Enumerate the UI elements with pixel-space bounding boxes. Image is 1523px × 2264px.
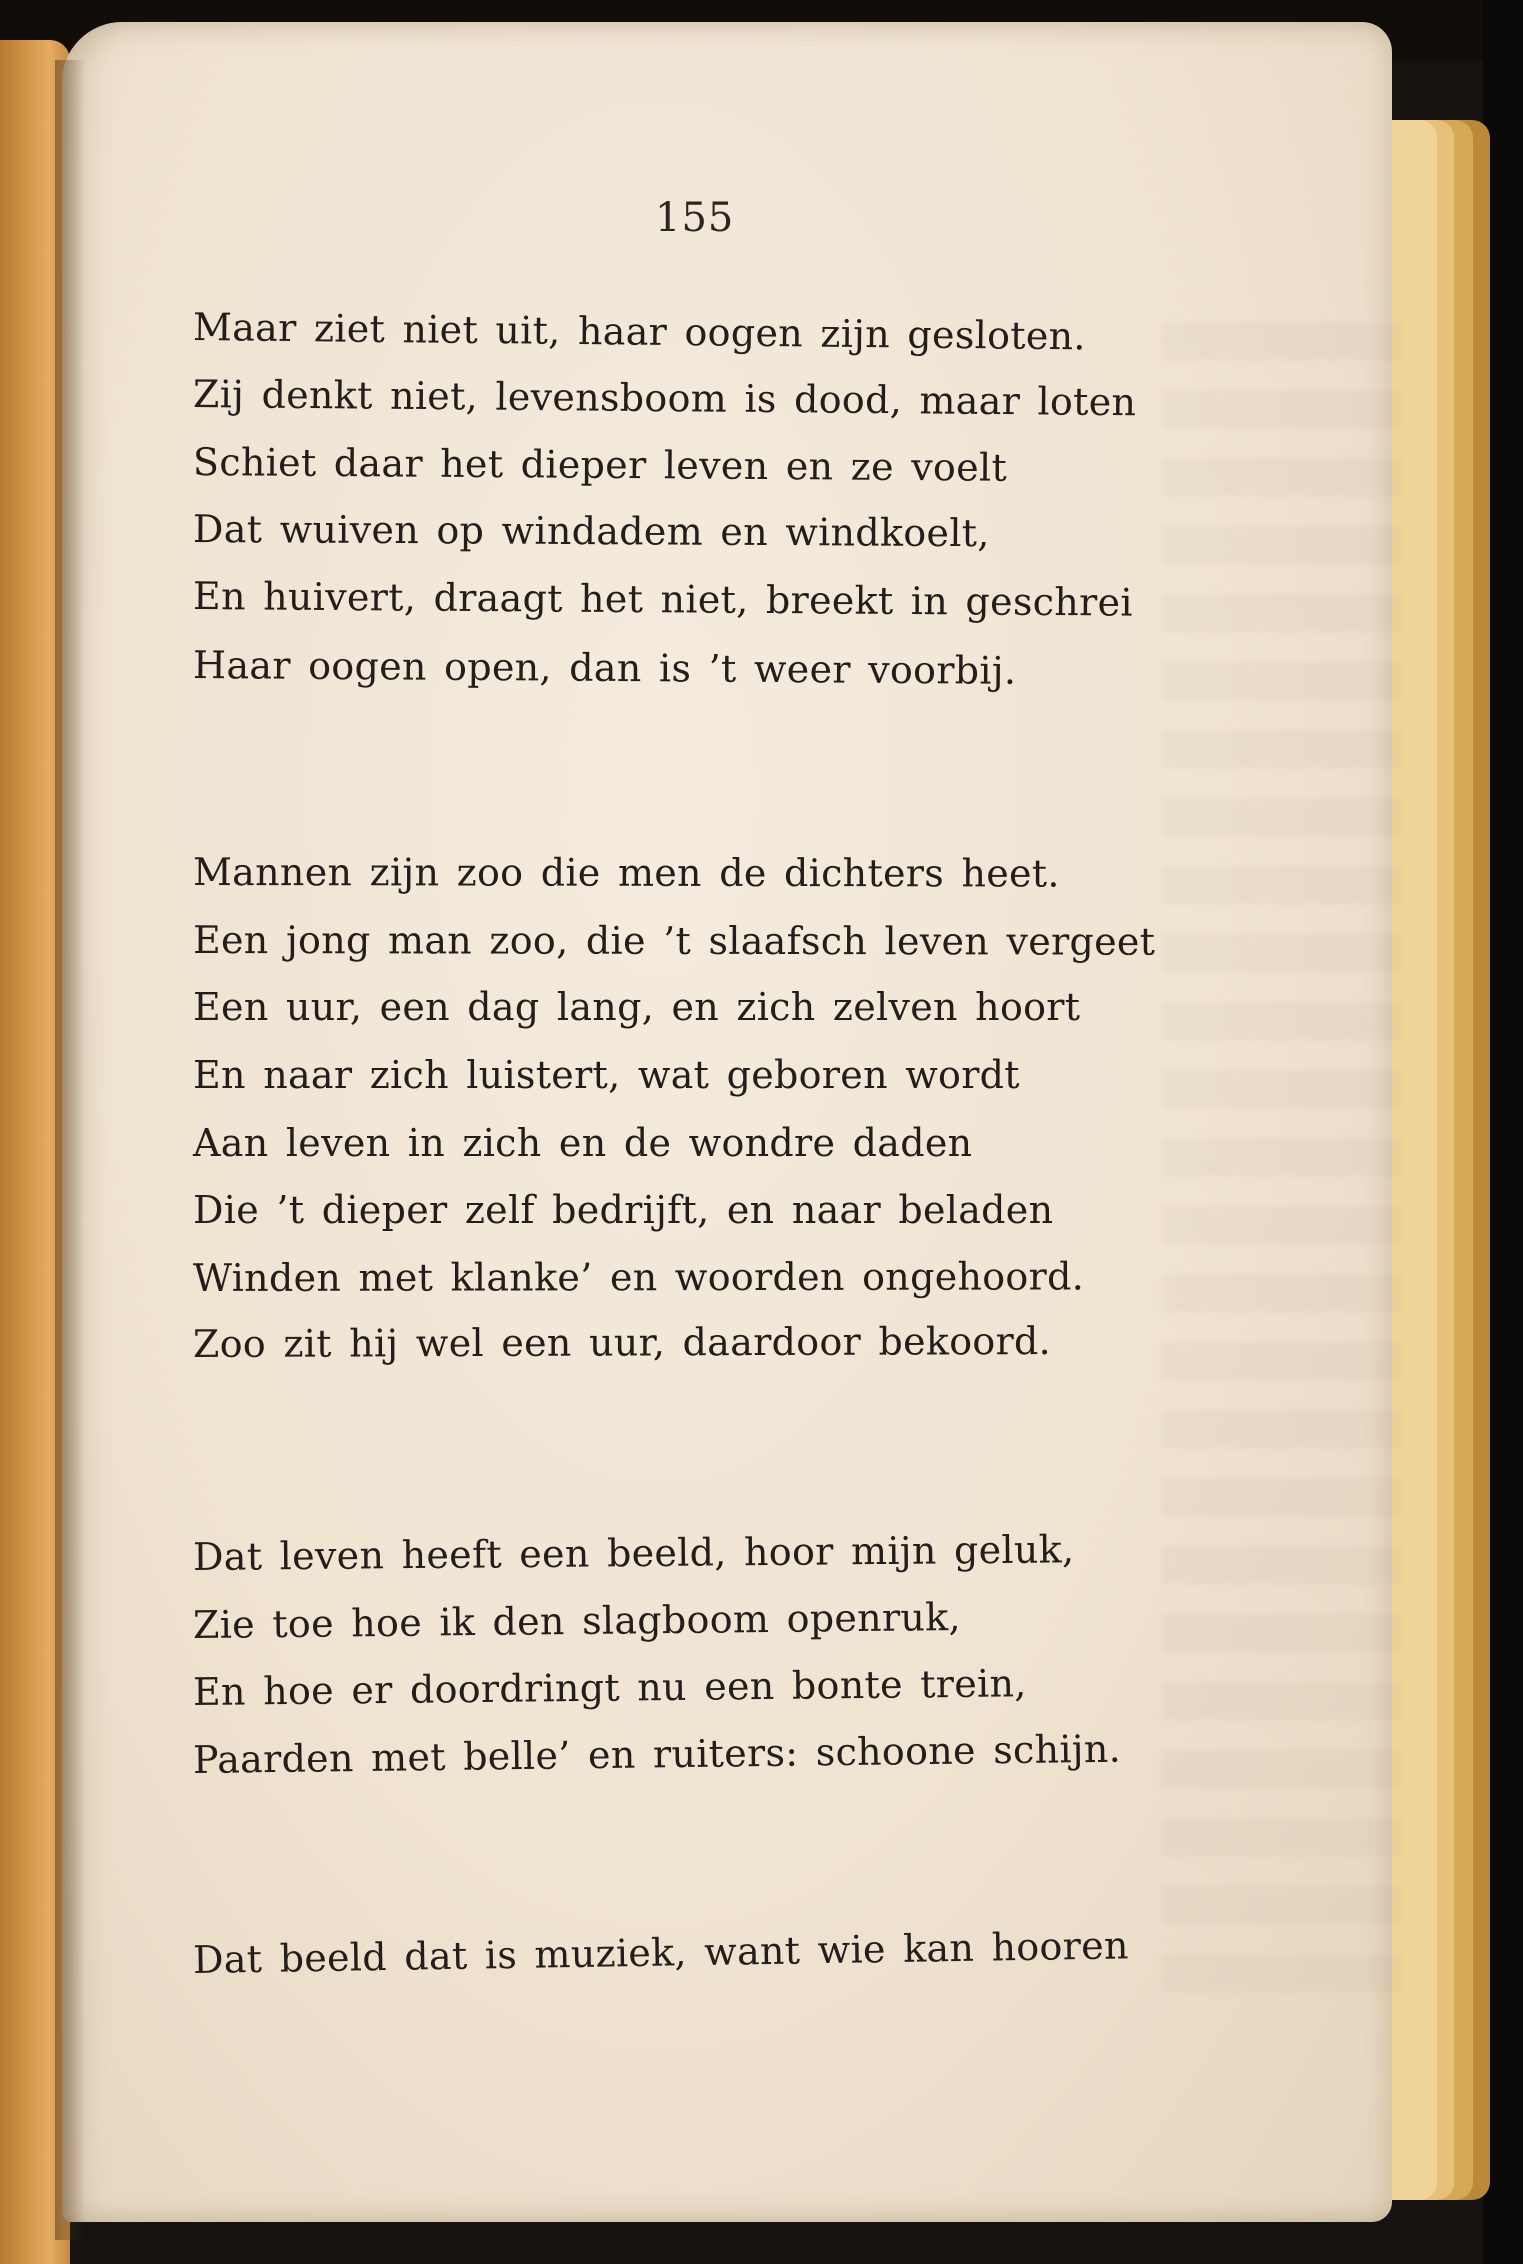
poem-line: Een uur, een dag lang, en zich zelven hoort — [193, 985, 1081, 1029]
gutter-shadow — [55, 60, 85, 2240]
poem-line: Zij denkt niet, levensboom is dood, maar loten — [192, 372, 1137, 425]
poem-line: Die ’t dieper zelf bedrijft, en naar beladen — [193, 1188, 1054, 1232]
poem-line: En hoe er doordringt nu een bonte trein, — [192, 1661, 1027, 1714]
poem-line: Aan leven in zich en de wondre daden — [193, 1121, 973, 1165]
poem-line: Maar ziet niet uit, haar oogen zijn gesloten. — [192, 305, 1086, 359]
poem-line: Dat wuiven op windadem en windkoelt, — [192, 507, 990, 556]
poem-line: En naar zich luistert, wat geboren wordt — [193, 1053, 1020, 1097]
poem-line: Paarden met belle’ en ruiters: schoone schijn. — [192, 1726, 1122, 1782]
poem-line: Haar oogen open, dan is ’t weer voorbij. — [192, 643, 1017, 693]
poem-line: Mannen zijn zoo die men de dichters heet. — [192, 850, 1060, 896]
poem-line: Dat leven heeft een beeld, hoor mijn geluk, — [192, 1527, 1075, 1579]
page-number: 155 — [655, 195, 735, 241]
poem-line: Zoo zit hij wel een uur, daardoor bekoord. — [192, 1319, 1052, 1366]
poem-line: Schiet daar het dieper leven en ze voelt — [192, 440, 1008, 490]
poem-line: Dat beeld dat is muziek, want wie kan hooren — [192, 1923, 1130, 1982]
poem-line: Een jong man zoo, die ’t slaafsch leven vergeet — [192, 918, 1156, 964]
poem-line: En huivert, draagt het niet, breekt in geschrei — [192, 574, 1133, 625]
poem-line: Winden met klanke’ en woorden ongehoord. — [192, 1254, 1085, 1300]
poem-line: Zie toe hoe ik den slagboom openruk, — [192, 1594, 962, 1647]
show-through-text — [1162, 322, 1402, 2022]
